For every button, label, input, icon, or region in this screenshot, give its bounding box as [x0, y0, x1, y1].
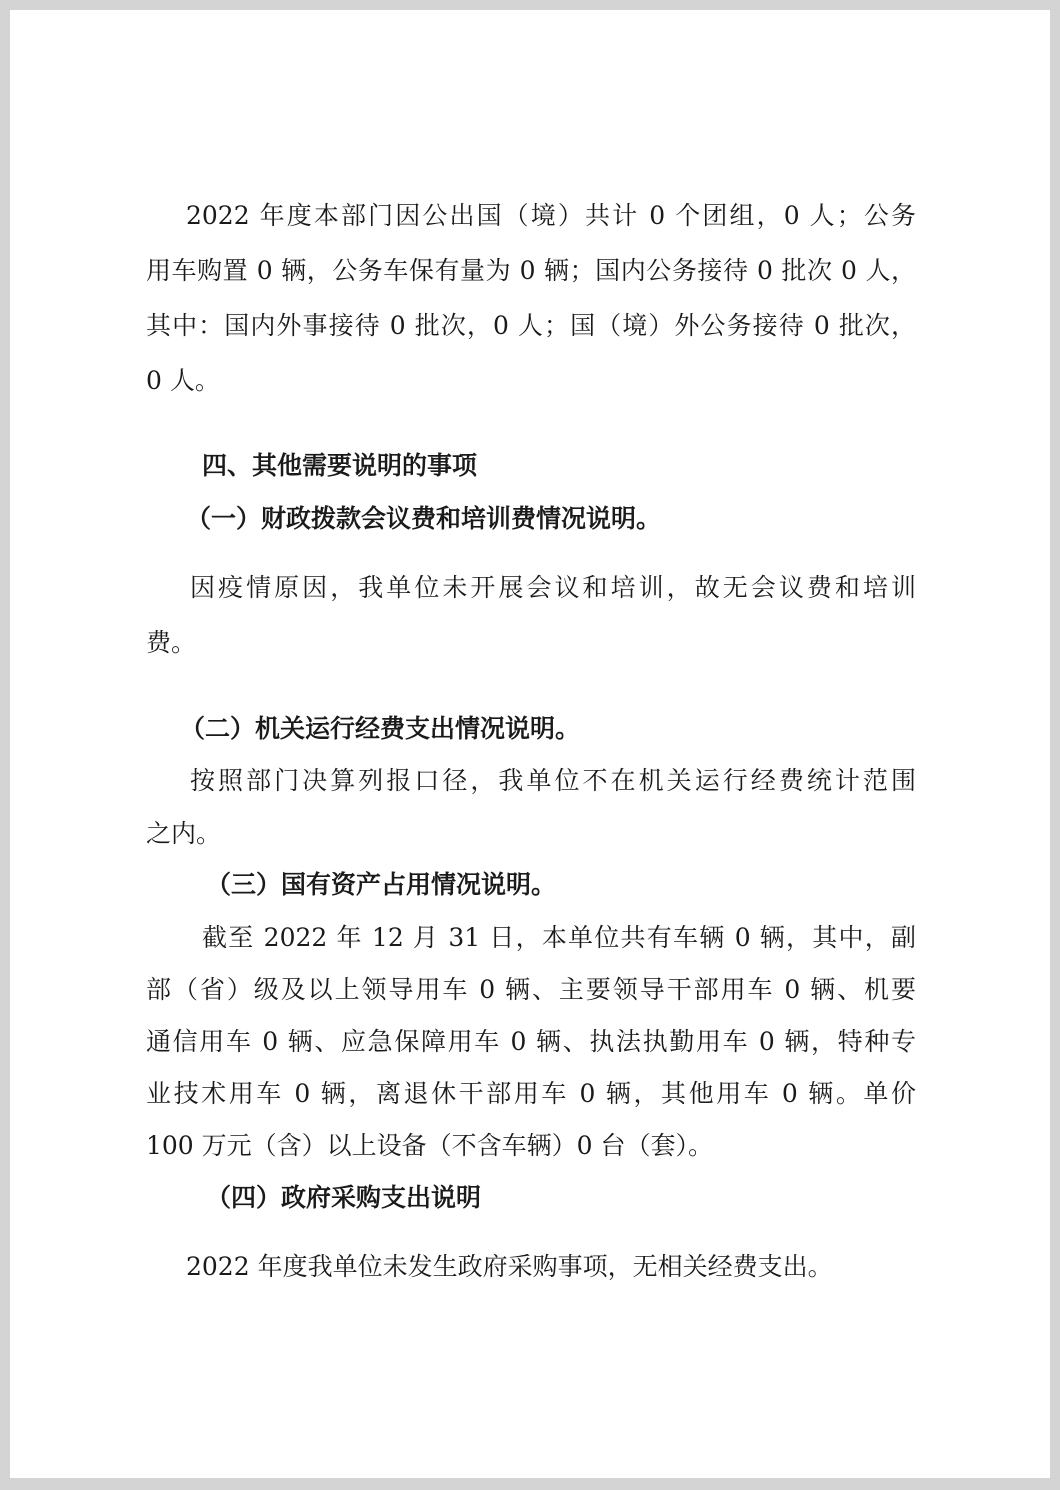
travel-paragraph-line-4: 0 人。 — [146, 366, 220, 395]
document-page — [10, 10, 1050, 1478]
sub4-paragraph: 2022 年度我单位未发生政府采购事项，无相关经费支出。 — [186, 1252, 833, 1281]
sub1-paragraph-line-2: 费。 — [146, 628, 197, 657]
sub3-paragraph-line-2: 部（省）级及以上领导用车 0 辆、主要领导干部用车 0 辆、机要 — [146, 975, 916, 1004]
travel-paragraph-line-3: 其中：国内外事接待 0 批次，0 人；国（境）外公务接待 0 批次， — [146, 311, 916, 340]
sub2-paragraph-line-1: 按照部门决算列报口径，我单位不在机关运行经费统计范围 — [190, 766, 916, 795]
section-four-heading: 四、其他需要说明的事项 — [202, 451, 478, 480]
sub3-paragraph-line-1: 截至 2022 年 12 月 31 日，本单位共有车辆 0 辆，其中，副 — [202, 923, 916, 952]
sub1-paragraph-line-1: 因疫情原因，我单位未开展会议和培训，故无会议费和培训 — [190, 573, 916, 602]
sub4-heading: （四）政府采购支出说明 — [206, 1183, 482, 1212]
sub1-heading: （一）财政拨款会议费和培训费情况说明。 — [186, 504, 662, 533]
travel-paragraph-line-1: 2022 年度本部门因公出国（境）共计 0 个团组，0 人；公务 — [186, 201, 916, 230]
sub3-paragraph-line-5: 100 万元（含）以上设备（不含车辆）0 台（套）。 — [146, 1131, 714, 1160]
sub3-heading: （三）国有资产占用情况说明。 — [206, 870, 557, 899]
sub3-paragraph-line-4: 业技术用车 0 辆，离退休干部用车 0 辆，其他用车 0 辆。单价 — [146, 1079, 916, 1108]
travel-paragraph-line-2: 用车购置 0 辆，公务车保有量为 0 辆；国内公务接待 0 批次 0 人， — [146, 256, 916, 285]
sub2-paragraph-line-2: 之内。 — [146, 819, 222, 848]
sub3-paragraph-line-3: 通信用车 0 辆、应急保障用车 0 辆、执法执勤用车 0 辆，特种专 — [146, 1027, 916, 1056]
sub2-heading: （二）机关运行经费支出情况说明。 — [180, 714, 581, 743]
